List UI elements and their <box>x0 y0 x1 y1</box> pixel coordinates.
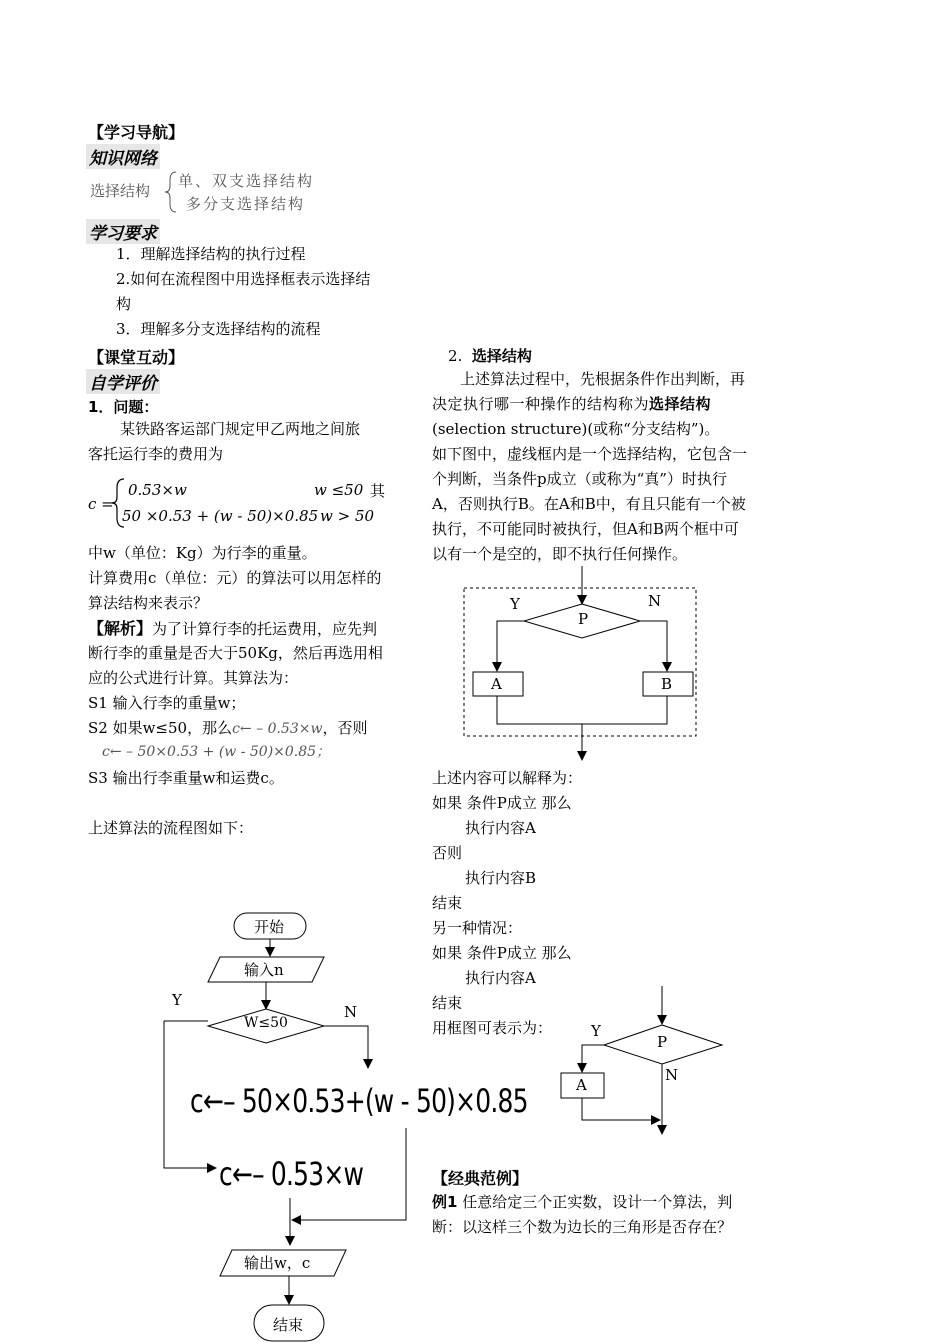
fc3-condition-label: P <box>657 1033 668 1051</box>
step-s2: S2 如果w≤50，那么 <box>88 719 233 737</box>
formula-c: c = <box>88 495 114 513</box>
example-text-1: 任意给定三个正实数，设计一个算法，判 <box>457 1193 733 1211</box>
explain-line-1: 上述内容可以解释为： <box>432 769 583 787</box>
question-para-4: 计算费用c（单位：元）的算法可以用怎样的 <box>88 569 382 587</box>
selection-term: 选择结构 <box>649 395 712 413</box>
example-label: 例1 <box>432 1193 458 1211</box>
fc1-formula-yes-branch: c←– 0.53×w <box>219 1155 364 1193</box>
step-s2-post: ，否则 <box>322 719 368 737</box>
explain-line-3: 执行内容A <box>465 819 536 837</box>
analysis-line-2: 断行李的重量是否大于50Kg，然后再选用相 <box>88 644 383 662</box>
formula-case-1-cond: w ≤50 <box>314 481 364 499</box>
selection-para-8: 以有一个是空的，即不执行任何操作。 <box>432 545 688 563</box>
fc2-no-label: N <box>648 592 662 610</box>
requirement-1: 1．理解选择结构的执行过程 <box>116 245 306 263</box>
section-number: 2. <box>448 347 463 365</box>
fc1-end-label: 结束 <box>273 1316 304 1334</box>
selection-para-4: 如下图中，虚线框内是一个选择结构，它包含一 <box>432 445 748 463</box>
requirement-2: 2.如何在流程图中用选择框表示选择结 <box>116 270 371 288</box>
fc2-b-label: B <box>661 675 673 693</box>
section-title: 选择结构 <box>471 347 532 365</box>
fc2-yes-label: Y <box>510 595 520 613</box>
fc1-yes-label: Y <box>172 991 182 1009</box>
explain-line-7: 另一种情况： <box>432 919 523 937</box>
network-item-2: 多分支选择结构 <box>186 195 306 213</box>
explain-line-5: 执行内容B <box>465 869 537 887</box>
fc2-a-label: A <box>491 675 502 693</box>
question-para-5: 算法结构来表示？ <box>88 594 209 612</box>
fc1-decision-label: W≤50 <box>244 1015 288 1031</box>
selection-flowchart <box>464 566 696 760</box>
selection-para-1: 上述算法过程中，先根据条件作出判断，再 <box>460 370 746 388</box>
question-para-3: 中w（单位：Kg）为行李的重量。 <box>88 544 317 562</box>
explain-line-4: 否则 <box>432 844 463 862</box>
analysis-tag: 【解析】 <box>88 619 153 638</box>
fc1-no-label: N <box>344 1003 358 1021</box>
fc1-formula-no-branch: c←– 50×0.53+(w - 50)×0.85 <box>190 1082 528 1120</box>
question-para-1: 某铁路客运部门规定甲乙两地之间旅 <box>120 420 361 438</box>
explain-line-8: 如果 条件P成立 那么 <box>432 944 572 962</box>
nav-heading: 【学习导航】 <box>88 123 185 142</box>
fc1-start-label: 开始 <box>254 918 285 936</box>
network-root: 选择结构 <box>90 182 151 200</box>
explain-line-2: 如果 条件P成立 那么 <box>432 794 572 812</box>
network-item-1: 单、双支选择结构 <box>178 172 315 190</box>
step-s1: S1 输入行李的重量w； <box>88 694 246 712</box>
explain-line-11: 用框图可表示为： <box>432 1019 553 1037</box>
fc3-no-label: N <box>665 1066 679 1084</box>
question-para-2: 客托运行李的费用为 <box>88 445 224 463</box>
analysis-line-3: 应的公式进行计算。其算法为： <box>88 669 299 687</box>
explain-line-9: 执行内容A <box>465 969 536 987</box>
explain-line-6: 结束 <box>432 894 463 912</box>
selection-para-3: (selection structure)(或称“分支结构”)。 <box>432 420 720 438</box>
question-title: 1．问题： <box>88 398 159 416</box>
selection-para-5: 个判断，当条件p成立（或称为“真”）时执行 <box>432 470 727 488</box>
fc3-a-label: A <box>576 1076 587 1094</box>
fc2-condition-label: P <box>578 610 589 628</box>
formula-case-1-tail: 其 <box>370 482 386 500</box>
requirement-3: 3．理解多分支选择结构的流程 <box>116 320 321 338</box>
step-s3: S3 输出行李重量w和运费c。 <box>88 769 284 787</box>
fc1-input-label: 输入n <box>244 961 284 979</box>
selection-para-7: 执行，不可能同时被执行，但A和B两个框中可 <box>432 520 739 538</box>
example-heading: 【经典范例】 <box>432 1169 529 1188</box>
formula-case-1: 0.53×w <box>128 481 187 499</box>
classroom-heading: 【课堂互动】 <box>88 348 185 367</box>
formula-case-2: 50 ×0.53 + (w - 50)×0.85 <box>122 507 319 525</box>
single-branch-flowchart <box>561 986 722 1134</box>
network-brace <box>165 172 176 212</box>
step-s2-line-2: c← – 50×0.53 + (w - 50)×0.85； <box>102 744 331 760</box>
example-text-2: 断：以这样三个数为边长的三角形是否存在？ <box>432 1218 733 1236</box>
selection-para-6: A，否则执行B。在A和B中，有且只能有一个被 <box>432 495 746 513</box>
requirements-title: 学习要求 <box>86 219 160 244</box>
formula-brace <box>112 479 124 527</box>
fc1-output-label: 输出w，c <box>244 1254 311 1272</box>
fee-flowchart <box>164 913 406 1341</box>
self-eval-title: 自学评价 <box>86 369 160 394</box>
fc3-yes-label: Y <box>591 1022 601 1040</box>
step-s2-math: c← – 0.53×w <box>232 721 323 737</box>
explain-line-10: 结束 <box>432 994 463 1012</box>
analysis-line-1: 为了计算行李的托运费用，应先判 <box>152 620 378 638</box>
selection-para-2: 决定执行哪一种操作的结构称为 <box>432 395 650 413</box>
flow-intro: 上述算法的流程图如下： <box>88 819 254 837</box>
formula-case-2-cond: w > 50 <box>320 507 375 525</box>
knowledge-network-title: 知识网络 <box>86 144 160 169</box>
requirement-2-cont: 构 <box>116 295 132 313</box>
